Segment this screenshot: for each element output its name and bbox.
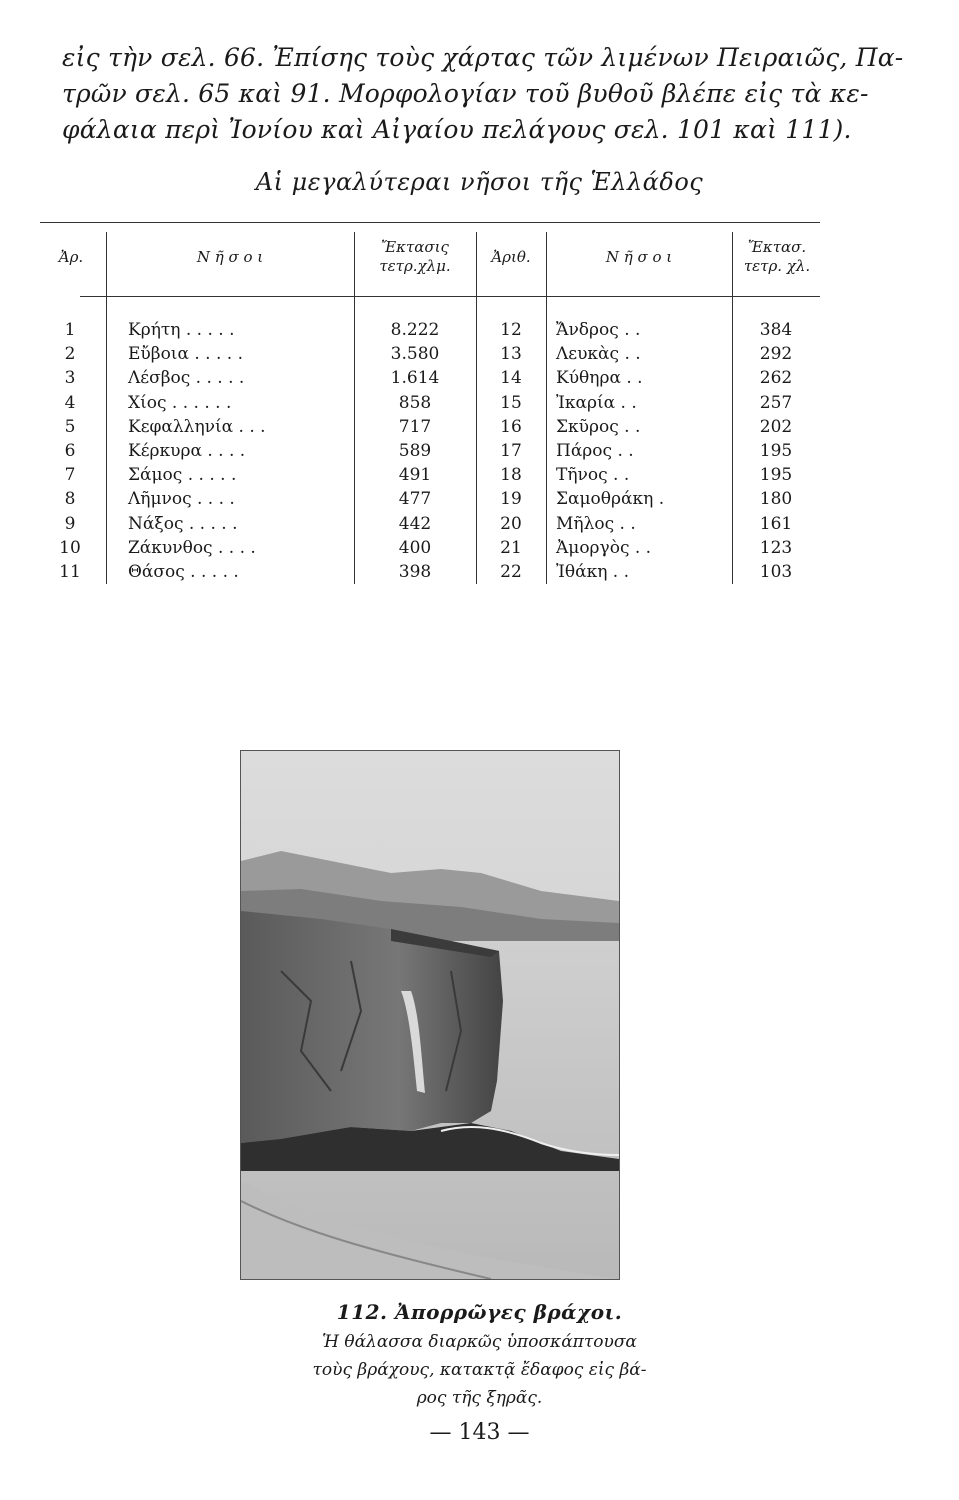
- table-cell: Ζάκυνθος . . . .: [128, 537, 256, 558]
- table-cell: 491: [398, 465, 432, 486]
- header-area-right-line1: Ἔκτασ.: [747, 238, 807, 256]
- table-cell: 19: [500, 489, 522, 510]
- intro-line: εἰς τὴν σελ. 66. Ἐπίσης τοὺς χάρτας τῶν λιμένων Πειραιῶς, Πα-: [62, 43, 904, 72]
- left-area-column: [354, 318, 476, 584]
- islands-table: [40, 222, 820, 584]
- intro-paragraph: [62, 40, 904, 148]
- header-area-left: [354, 238, 476, 276]
- table-title: Αἱ μεγαλύτεραι νῆσοι τῆς Ἑλλάδος: [255, 168, 704, 196]
- table-cell: Ἀμοργὸς . .: [556, 537, 652, 558]
- table-cell: 18: [500, 465, 522, 486]
- table-cell: 3: [64, 368, 76, 389]
- table-cell: Χίος . . . . . .: [128, 392, 232, 413]
- table-cell: 398: [398, 561, 432, 582]
- table-cell: Μῆλος . .: [556, 513, 636, 534]
- header-area-right: [732, 238, 822, 276]
- table-cell: 4: [64, 392, 76, 413]
- table-cell: 1.614: [390, 368, 440, 389]
- table-cell: Κέρκυρα . . . .: [128, 440, 246, 461]
- figure-caption: [0, 1328, 959, 1412]
- header-num-left: Ἀρ.: [58, 248, 84, 266]
- table-cell: Νάξος . . . . .: [128, 513, 238, 534]
- caption-line: Ἡ θάλασσα διαρκῶς ὑποσκάπτουσα: [322, 1332, 637, 1352]
- intro-line: τρῶν σελ. 65 καὶ 91. Μορφολογίαν τοῦ βυθοῦ βλέπε εἰς τὰ κε-: [62, 79, 869, 108]
- table-cell: Τῆνος . .: [556, 465, 630, 486]
- left-num-column: [40, 318, 100, 584]
- table-cell: 16: [500, 416, 522, 437]
- right-num-column: [476, 318, 546, 584]
- table-cell: 9: [64, 513, 76, 534]
- table-header-rule: [80, 296, 820, 297]
- table-cell: Κεφαλληνία . . .: [128, 416, 266, 437]
- header-islands-right: Ν ῆ σ ο ι: [605, 248, 673, 266]
- table-cell: 257: [759, 392, 793, 413]
- table-cell: 442: [398, 513, 432, 534]
- table-cell: 21: [500, 537, 522, 558]
- table-top-rule: [40, 222, 820, 223]
- intro-line: φάλαια περὶ Ἰονίου καὶ Αἰγαίου πελάγους σελ. 101 καὶ 111).: [62, 115, 852, 144]
- right-area-column: [732, 318, 820, 584]
- table-cell: 589: [398, 440, 432, 461]
- table-cell: 15: [500, 392, 522, 413]
- table-cell: 12: [500, 320, 522, 340]
- table-cell: Πάρος . .: [556, 440, 634, 461]
- table-cell: Θάσος . . . . .: [128, 561, 239, 582]
- table-cell: Ἄνδρος . .: [556, 320, 641, 340]
- table-cell: 103: [759, 561, 793, 582]
- column-divider: [546, 232, 547, 584]
- table-cell: 5: [64, 416, 76, 437]
- table-cell: Λευκὰς . .: [556, 344, 641, 365]
- table-cell: Εὔβοια . . . . .: [128, 344, 243, 365]
- table-cell: 180: [759, 489, 793, 510]
- cliff-photograph-drawing: [241, 751, 619, 1279]
- table-cell: 202: [759, 416, 793, 437]
- left-name-column: [128, 318, 348, 584]
- table-cell: 20: [500, 513, 522, 534]
- table-cell: Κύθηρα . .: [556, 368, 643, 389]
- caption-line: τοὺς βράχους, κατακτᾷ ἔδαφος εἰς βά-: [312, 1360, 647, 1380]
- table-cell: 17: [500, 440, 522, 461]
- column-divider: [106, 232, 107, 584]
- table-cell: 11: [59, 561, 81, 582]
- cliff-photograph: [240, 750, 620, 1280]
- table-cell: 717: [398, 416, 432, 437]
- table-cell: 3.580: [390, 344, 440, 365]
- header-islands-left: Ν ῆ σ ο ι: [196, 248, 264, 266]
- table-cell: Ἰθάκη . .: [556, 561, 629, 582]
- table-cell: Κρήτη . . . . .: [128, 320, 235, 340]
- table-cell: 195: [759, 465, 793, 486]
- table-cell: 8.222: [390, 320, 440, 340]
- header-area-right-line2: τετρ. χλ.: [743, 257, 811, 275]
- table-cell: 161: [759, 513, 793, 534]
- table-cell: Λέσβος . . . . .: [128, 368, 245, 389]
- header-num-right: Ἀριθ.: [491, 248, 531, 266]
- table-cell: 858: [398, 392, 432, 413]
- figure-title: 112. Ἀπορρῶγες βράχοι.: [336, 1300, 623, 1324]
- table-cell: 6: [64, 440, 76, 461]
- table-cell: 477: [398, 489, 432, 510]
- table-cell: 14: [500, 368, 522, 389]
- table-cell: 384: [759, 320, 793, 340]
- table-cell: 1: [64, 320, 76, 340]
- table-cell: 262: [759, 368, 793, 389]
- header-area-left-line1: Ἔκτασις: [381, 238, 449, 256]
- table-cell: 7: [64, 465, 76, 486]
- page-number: — 143 —: [429, 1420, 530, 1445]
- table-cell: 22: [500, 561, 522, 582]
- table-cell: 195: [759, 440, 793, 461]
- table-cell: Σαμοθράκη .: [556, 489, 665, 510]
- table-cell: 10: [59, 537, 81, 558]
- table-cell: 8: [64, 489, 76, 510]
- right-name-column: [556, 318, 732, 584]
- header-area-left-line2: τετρ.χλμ.: [379, 257, 451, 275]
- table-cell: 13: [500, 344, 522, 365]
- caption-line: ρος τῆς ξηρᾶς.: [416, 1388, 543, 1408]
- table-cell: Σκῦρος . .: [556, 416, 641, 437]
- table-cell: Σάμος . . . . .: [128, 465, 237, 486]
- table-cell: 123: [759, 537, 793, 558]
- table-cell: 2: [64, 344, 76, 365]
- table-cell: 400: [398, 537, 432, 558]
- table-cell: 292: [759, 344, 793, 365]
- table-cell: Ἰκαρία . .: [556, 392, 637, 413]
- table-cell: Λῆμνος . . . .: [128, 489, 235, 510]
